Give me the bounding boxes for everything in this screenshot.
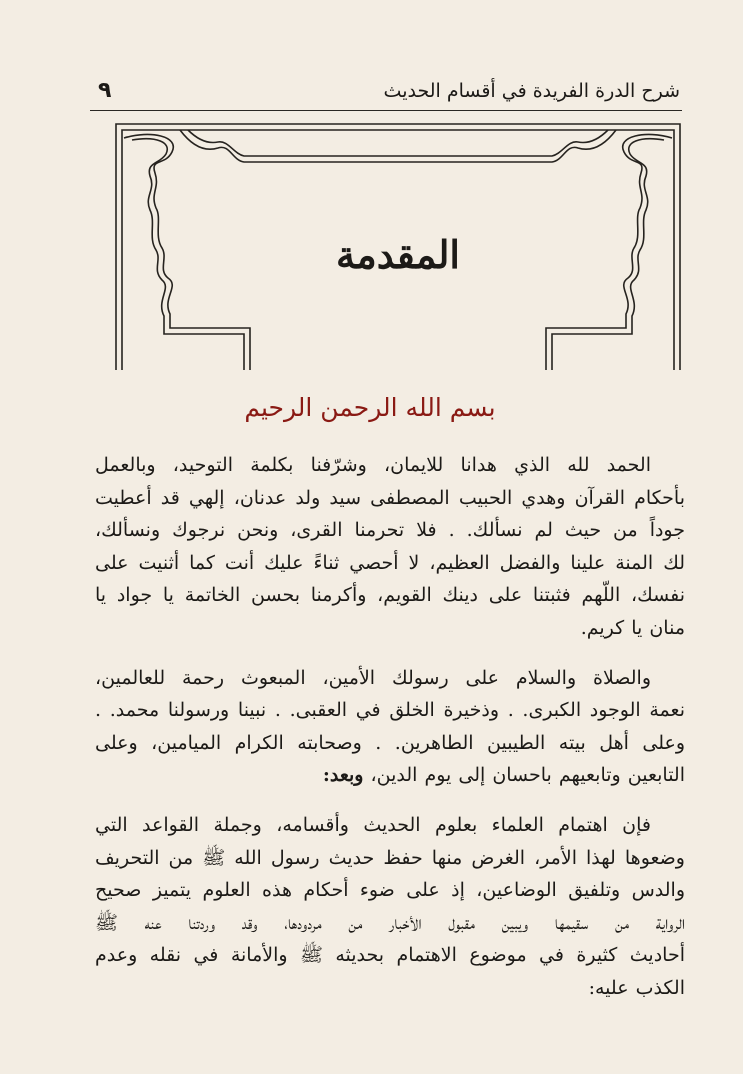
text-line: والدس وتلفيق الوضاعين، إذ على ضوء أحكام هذه العلوم يتميز صحيح xyxy=(95,879,685,902)
text-line: بأحكام القرآن وهدي الحبيب المصطفى سيد ولد عدنان، إلهي قد أعطيت xyxy=(95,486,685,509)
paragraph xyxy=(95,449,685,645)
text-line: فإن اهتمام العلماء بعلوم الحديث وأقسامه، وجملة القواعد التي xyxy=(95,813,651,836)
body-text xyxy=(95,449,685,1005)
paragraph xyxy=(95,662,685,792)
text-line: الحمد لله الذي هدانا للايمان، وشرّفنا بكلمة التوحيد، وبالعمل xyxy=(95,454,651,476)
text-line: جوداً من حيث لم نسألك. . فلا تحرمنا القرى، ونحن نرجوك ونسألك، xyxy=(95,519,685,542)
header-rule xyxy=(90,110,682,111)
text-line xyxy=(95,759,685,792)
closing-word: وبعد: xyxy=(322,764,364,787)
text-line: منان يا كريم. xyxy=(580,616,685,639)
page-number: ٩ xyxy=(98,78,112,103)
running-title: شرح الدرة الفريدة في أقسام الحديث xyxy=(383,80,680,102)
running-head xyxy=(90,78,680,108)
chapter-title: المقدمة xyxy=(335,232,460,277)
text-line: لك المنة علينا والفضل العظيم، لا أحصي ثناءً عليك أنت كما أثنيت على xyxy=(95,551,685,574)
text-line: والصلاة والسلام على رسولك الأمين، المبعوث رحمة للعالمين، xyxy=(95,666,651,689)
text-line: وعلى أهل بيته الطيبين الطاهرين. . وصحابته الكرام الميامين، وعلى xyxy=(95,731,685,754)
text-line: وضعوها لهذا الأمر، الغرض منها حفظ حديث رسول الله ﷺ من التحريف xyxy=(95,846,685,869)
text-line: نعمة الوجود الكبرى. . وذخيرة الخلق في العقبى. . نبينا ورسولنا محمد. . xyxy=(95,699,685,722)
text-line-content: التابعين وتابعيهم باحسان إلى يوم الدين، xyxy=(370,764,685,787)
text-line: الرواية من سقيمها ويبين مقبول الأخبار من مردودها، وقد وردتنا عنه ﷺ xyxy=(95,911,685,934)
text-line: الكذب عليه: xyxy=(588,976,685,999)
basmala: بسم الله الرحمن الرحيم xyxy=(244,393,496,422)
paragraph xyxy=(95,809,685,1005)
text-line: نفسك، اللّهم فثبتنا على دينك القويم، وأكرمنا بحسن الخاتمة يا جواد يا xyxy=(95,584,685,607)
text-line: أحاديث كثيرة في موضوع الاهتمام بحديثه ﷺ والأمانة في نقله وعدم xyxy=(95,944,685,967)
